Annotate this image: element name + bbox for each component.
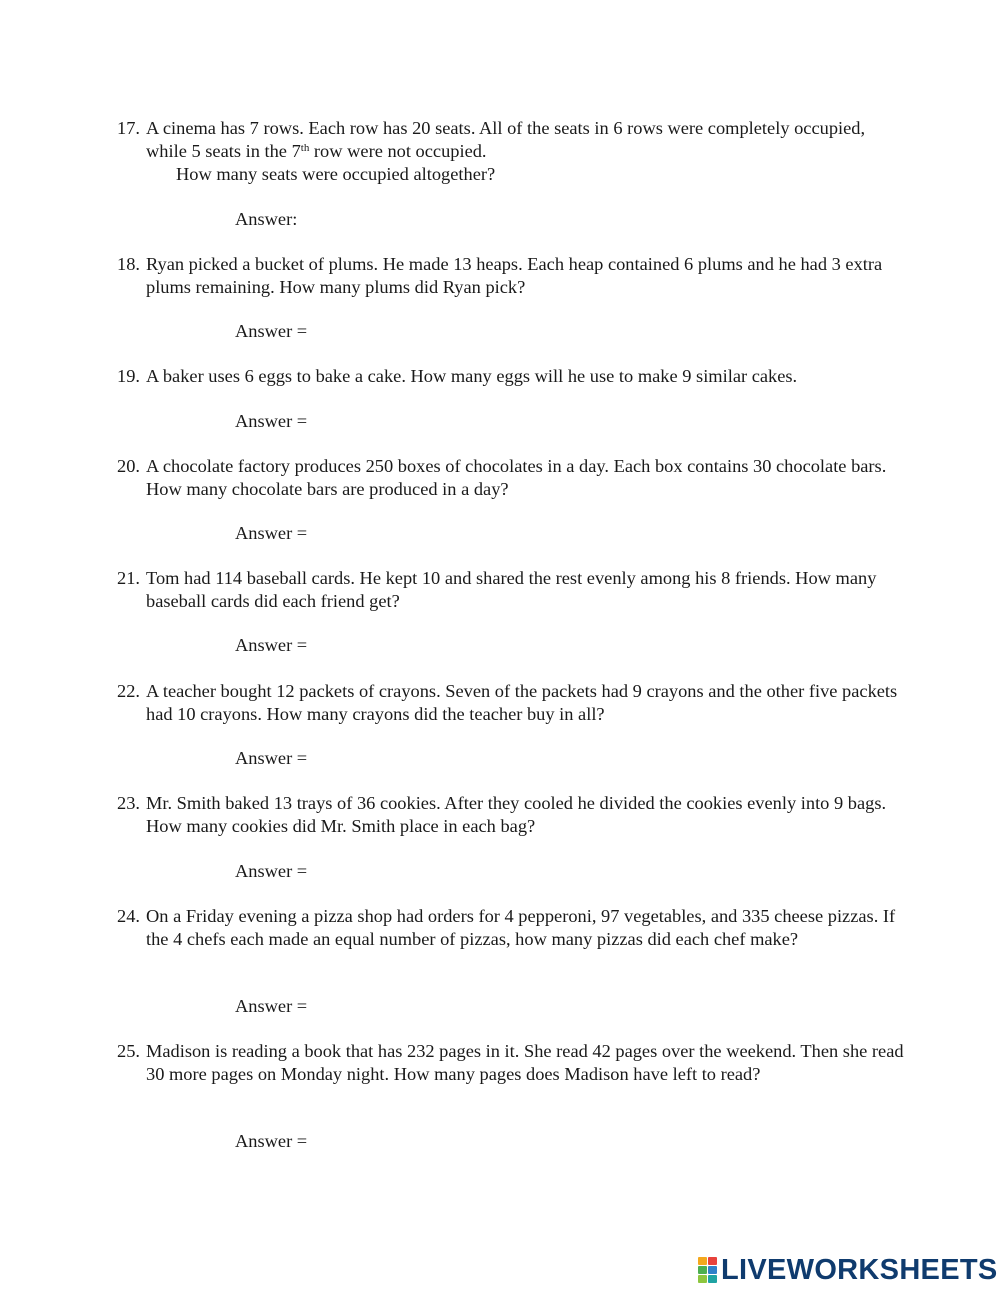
question-24 (117, 905, 907, 951)
logo-tile (698, 1275, 707, 1283)
logo-tile (698, 1257, 707, 1265)
question-20 (117, 455, 907, 501)
question-22 (117, 680, 907, 726)
question-text: Mr. Smith baked 13 trays of 36 cookies. After they cooled he divided the cookies evenly into 9 bags. How many cookies did Mr. Smith place in each bag? (146, 793, 887, 836)
question-17 (117, 117, 907, 186)
question-text: Ryan picked a bucket of plums. He made 13 heaps. Each heap contained 6 plums and he had 3 extra plums remaining. How many plums did Ryan pick? (146, 254, 883, 297)
answer-label-22: Answer = (235, 748, 308, 768)
question-text: Madison is reading a book that has 232 pages in it. She read 42 pages over the weekend. Then she read 30 more pages on Monday night. How many pages does Madison have left to read? (146, 1041, 904, 1084)
logo-tile (708, 1266, 717, 1274)
question-18 (117, 253, 907, 299)
question-number: 19. (117, 366, 140, 386)
question-text: A baker uses 6 eggs to bake a cake. How many eggs will he use to make 9 similar cakes. (146, 366, 798, 386)
answer-label-19: Answer = (235, 411, 308, 431)
question-number: 20. (117, 456, 140, 476)
liveworksheets-logo (698, 1256, 998, 1284)
question-text: Tom had 114 baseball cards. He kept 10 and shared the rest evenly among his 8 friends. How many baseball cards did each friend get? (146, 568, 877, 611)
logo-tile (698, 1266, 707, 1274)
brand-wordmark: LIVEWORKSHEETS (721, 1254, 998, 1286)
question-text: A chocolate factory produces 250 boxes of chocolates in a day. Each box contains 30 chocolate bars. How many chocolate bars are produced in a day? (146, 456, 887, 499)
logo-tile (708, 1257, 717, 1265)
answer-label-25: Answer = (235, 1131, 308, 1151)
answer-label-20: Answer = (235, 523, 308, 543)
question-number: 18. (117, 254, 140, 274)
question-21 (117, 567, 907, 613)
answer-label-23: Answer = (235, 861, 308, 881)
answer-label-24: Answer = (235, 996, 308, 1016)
logo-tiles-icon (698, 1257, 717, 1283)
question-text: A teacher bought 12 packets of crayons. Seven of the packets had 9 crayons and the other five packets had 10 crayons. How many crayons did the teacher buy in all? (146, 681, 898, 724)
answer-label-18: Answer = (235, 321, 308, 341)
question-number: 24. (117, 906, 140, 926)
question-number: 23. (117, 793, 140, 813)
question-25 (117, 1040, 907, 1086)
question-number: 25. (117, 1041, 140, 1061)
question-text: On a Friday evening a pizza shop had orders for 4 pepperoni, 97 vegetables, and 335 cheese pizzas. If the 4 chefs each made an equal number of pizzas, how many pizzas did each chef make? (146, 906, 896, 949)
answer-label-17: Answer: (235, 209, 298, 229)
logo-tile (708, 1275, 717, 1283)
question-number: 17. (117, 118, 140, 138)
answer-label-21: Answer = (235, 635, 308, 655)
question-number: 21. (117, 568, 140, 588)
question-19 (117, 365, 907, 388)
question-subline: How many seats were occupied altogether? (176, 164, 496, 184)
question-text: A cinema has 7 rows. Each row has 20 seats. All of the seats in 6 rows were completely occupied, while 5 seats in the 7th row were not occupied. (146, 118, 866, 161)
question-23 (117, 792, 907, 838)
question-number: 22. (117, 681, 140, 701)
